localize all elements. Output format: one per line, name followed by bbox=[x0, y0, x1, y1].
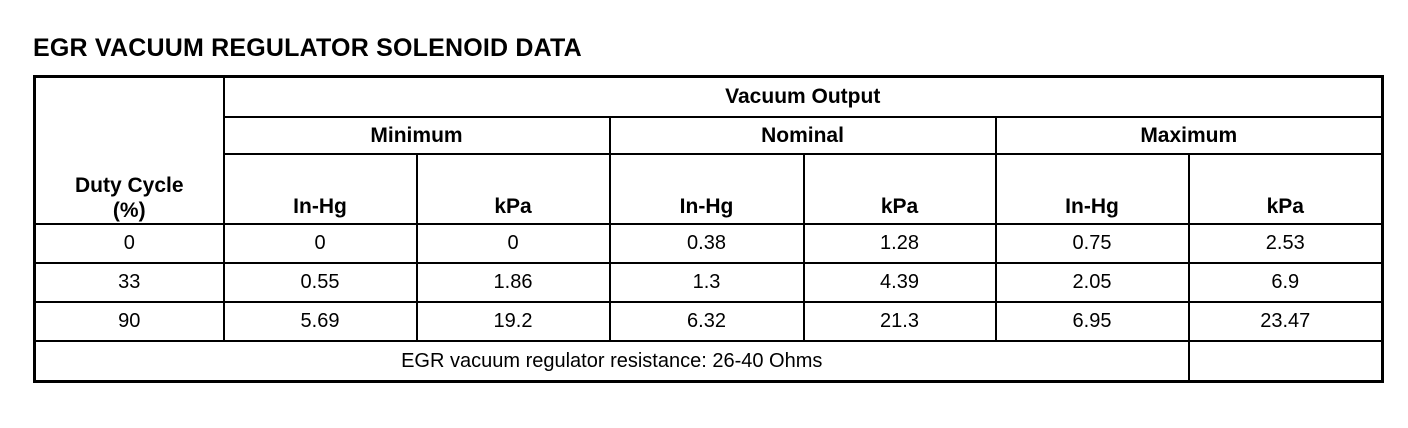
resistance-note: EGR vacuum regulator resistance: 26-40 Ohms bbox=[35, 341, 1189, 382]
table-row bbox=[35, 263, 1383, 302]
unit-header: In-Hg bbox=[610, 154, 804, 224]
table-cell: 21.3 bbox=[804, 302, 996, 341]
table-cell: 1.28 bbox=[804, 224, 996, 263]
solenoid-data-table bbox=[33, 75, 1384, 383]
header-row-group bbox=[35, 77, 1383, 118]
duty-cycle-header-unit: (%) bbox=[112, 199, 146, 222]
footer-blank-cell bbox=[1189, 341, 1383, 382]
vacuum-output-header: Vacuum Output bbox=[224, 77, 1383, 118]
duty-cycle-cell: 0 bbox=[35, 224, 224, 263]
unit-header: kPa bbox=[417, 154, 610, 224]
nominal-header: Nominal bbox=[610, 117, 996, 154]
table-cell: 0.75 bbox=[996, 224, 1189, 263]
table-cell: 1.86 bbox=[417, 263, 610, 302]
table-cell: 0 bbox=[224, 224, 417, 263]
duty-cycle-cell: 33 bbox=[35, 263, 224, 302]
page-title: EGR VACUUM REGULATOR SOLENOID DATA bbox=[33, 34, 582, 62]
table-cell: 6.95 bbox=[996, 302, 1189, 341]
table-cell: 2.53 bbox=[1189, 224, 1383, 263]
table-row bbox=[35, 224, 1383, 263]
table-row bbox=[35, 302, 1383, 341]
minimum-header: Minimum bbox=[224, 117, 610, 154]
table-cell: 6.32 bbox=[610, 302, 804, 341]
unit-header: In-Hg bbox=[996, 154, 1189, 224]
maximum-header: Maximum bbox=[996, 117, 1383, 154]
duty-cycle-header bbox=[35, 77, 224, 225]
table-cell: 6.9 bbox=[1189, 263, 1383, 302]
duty-cycle-cell: 90 bbox=[35, 302, 224, 341]
table-cell: 19.2 bbox=[417, 302, 610, 341]
header-row-units bbox=[35, 154, 1383, 224]
unit-header: kPa bbox=[1189, 154, 1383, 224]
unit-header: In-Hg bbox=[224, 154, 417, 224]
table-cell: 1.3 bbox=[610, 263, 804, 302]
duty-cycle-header-label: Duty Cycle bbox=[74, 174, 184, 197]
table-cell: 2.05 bbox=[996, 263, 1189, 302]
table-cell: 5.69 bbox=[224, 302, 417, 341]
table-cell: 0.38 bbox=[610, 224, 804, 263]
table-cell: 23.47 bbox=[1189, 302, 1383, 341]
table-cell: 4.39 bbox=[804, 263, 996, 302]
unit-header: kPa bbox=[804, 154, 996, 224]
table-cell: 0.55 bbox=[224, 263, 417, 302]
header-row-subgroups bbox=[35, 117, 1383, 154]
footer-row bbox=[35, 341, 1383, 382]
table-cell: 0 bbox=[417, 224, 610, 263]
